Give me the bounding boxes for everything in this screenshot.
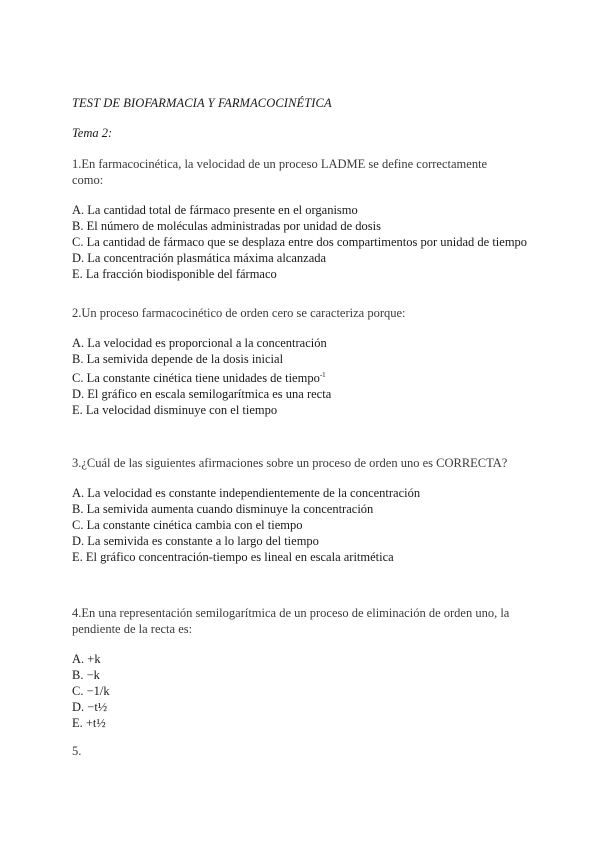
question-stem: 4.En una representación semilogarítmica de un proceso de eliminación de orden uno, la pendiente de la recta es: <box>72 606 510 636</box>
option-b: B. La semivida depende de la dosis inicial <box>72 352 284 366</box>
answer-options <box>72 651 520 731</box>
option-b: B. −k <box>72 668 100 682</box>
option-c: C. La cantidad de fármaco que se desplaza entre dos compartimentos por unidad de tiempo <box>72 235 528 249</box>
question-3 <box>72 455 520 565</box>
question-stem: 2.Un proceso farmacocinético de orden cero se caracteriza porque: <box>72 306 406 320</box>
option-e: E. La fracción biodisponible del fármaco <box>72 267 277 281</box>
option-e: E. La velocidad disminuye con el tiempo <box>72 403 278 418</box>
option-d: D. La concentración plasmática máxima alcanzada <box>72 251 327 265</box>
option-d: D. −t½ <box>72 700 108 714</box>
question-stem: 1.En farmacocinética, la velocidad de un proceso LADME se define correctamente como: <box>72 157 488 187</box>
option-a: A. La velocidad es proporcional a la concentración <box>72 336 327 350</box>
option-a: A. La velocidad es constante independientemente de la concentración <box>72 486 421 500</box>
question-2 <box>72 305 520 418</box>
topic-label: Tema 2: <box>72 126 113 140</box>
option-a: A. +k <box>72 652 101 666</box>
answer-options <box>72 485 520 565</box>
option-c: C. −1/k <box>72 684 110 698</box>
option-b: B. La semivida aumenta cuando disminuye la concentración <box>72 502 374 516</box>
option-c-text: C. La constante cinética tiene unidades de tiempo <box>72 371 320 386</box>
question-5-number: 5. <box>72 744 82 758</box>
option-c: C. La constante cinética cambia con el tiempo <box>72 518 303 532</box>
option-e: E. +t½ <box>72 716 106 730</box>
option-e: E. El gráfico concentración-tiempo es lineal en escala aritmética <box>72 550 394 564</box>
option-c <box>72 367 520 386</box>
option-d: D. El gráfico en escala semilogarítmica es una recta <box>72 387 332 402</box>
option-d: D. La semivida es constante a lo largo del tiempo <box>72 534 319 548</box>
document-title: TEST DE BIOFARMACIA Y FARMACOCINÉTICA <box>72 96 332 110</box>
option-b: B. El número de moléculas administradas por unidad de dosis <box>72 219 381 233</box>
question-1 <box>72 156 528 282</box>
question-stem: 3.¿Cuál de las siguientes afirmaciones sobre un proceso de orden uno es CORRECTA? <box>72 456 508 470</box>
question-4 <box>72 605 520 731</box>
option-a: A. La cantidad total de fármaco presente en el organismo <box>72 203 358 217</box>
exponent: -1 <box>319 371 326 379</box>
answer-options <box>72 335 520 418</box>
answer-options <box>72 202 528 282</box>
